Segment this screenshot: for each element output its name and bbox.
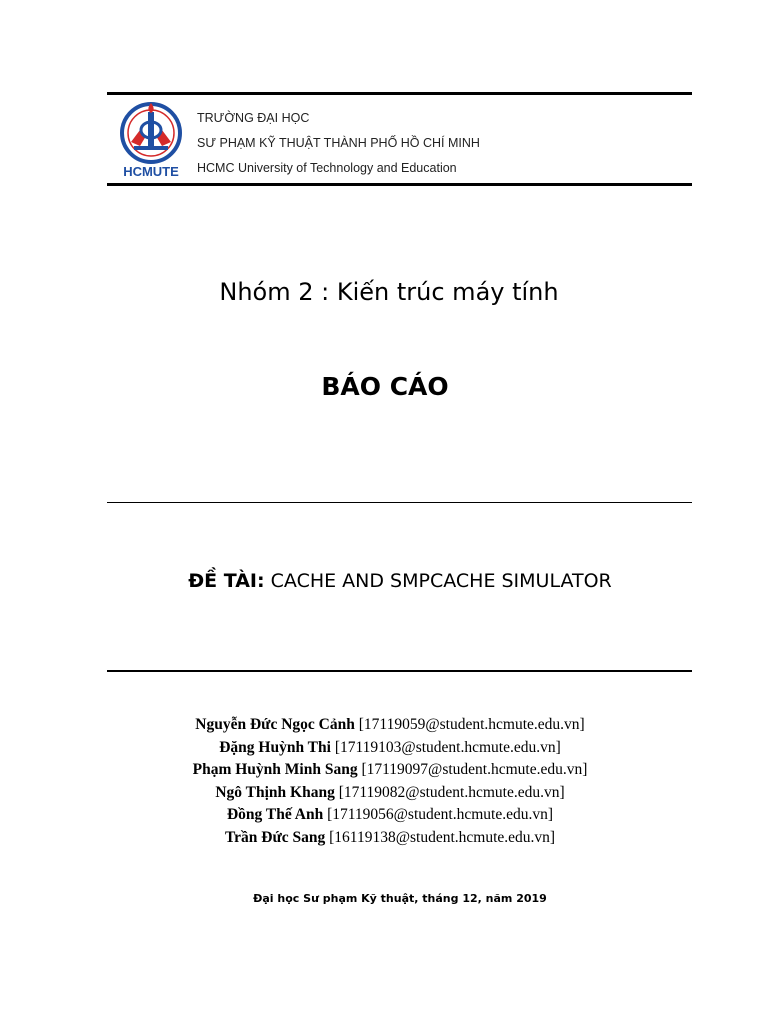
member-email: [17119082@student.hcmute.edu.vn] <box>338 783 565 801</box>
member-email: [17119056@student.hcmute.edu.vn] <box>327 806 553 823</box>
footer-date-line: Đại học Sư phạm Kỹ thuật, tháng 12, năm 2019 <box>253 892 547 905</box>
university-line-2: SƯ PHẠM KỸ THUẬT THÀNH PHỐ HỒ CHÍ MINH <box>197 136 480 150</box>
topic-bottom-rule <box>107 670 692 672</box>
topic-title: CACHE AND SMPCACHE SIMULATOR <box>270 570 612 592</box>
member-email: [17119103@student.hcmute.edu.vn] <box>334 738 561 756</box>
group-title: Nhóm 2 : Kiến trúc máy tính <box>219 278 559 306</box>
university-line-1: TRƯỜNG ĐẠI HỌC <box>197 111 310 125</box>
topic-label: ĐỀ TÀI: <box>188 570 265 592</box>
member-row <box>0 827 768 850</box>
university-line-3: HCMC University of Technology and Education <box>197 161 457 175</box>
header-bottom-rule <box>107 183 692 186</box>
member-row <box>0 737 768 760</box>
member-list <box>0 714 768 849</box>
topic <box>0 570 768 592</box>
member-name: Ngô Thịnh Khang <box>215 783 335 801</box>
member-name: Đồng Thế Anh <box>226 806 324 823</box>
logo-text: HCMUTE <box>123 164 179 179</box>
hcmute-logo <box>118 100 184 180</box>
member-row <box>0 782 768 805</box>
university-header <box>197 106 480 181</box>
member-name: Phạm Huỳnh Minh Sang <box>192 761 358 778</box>
member-row <box>0 759 768 782</box>
member-row <box>0 714 768 737</box>
member-name: Nguyễn Đức Ngọc Cảnh <box>195 716 355 733</box>
topic-top-rule <box>107 502 692 503</box>
header-top-rule <box>107 92 692 95</box>
member-row <box>0 804 768 827</box>
report-title: BÁO CÁO <box>321 372 449 401</box>
member-email: [17119097@student.hcmute.edu.vn] <box>361 761 588 778</box>
member-email: [16119138@student.hcmute.edu.vn] <box>329 828 556 846</box>
member-email: [17119059@student.hcmute.edu.vn] <box>358 716 585 733</box>
member-name: Đặng Huỳnh Thi <box>219 738 331 756</box>
member-name: Trần Đức Sang <box>224 828 326 846</box>
